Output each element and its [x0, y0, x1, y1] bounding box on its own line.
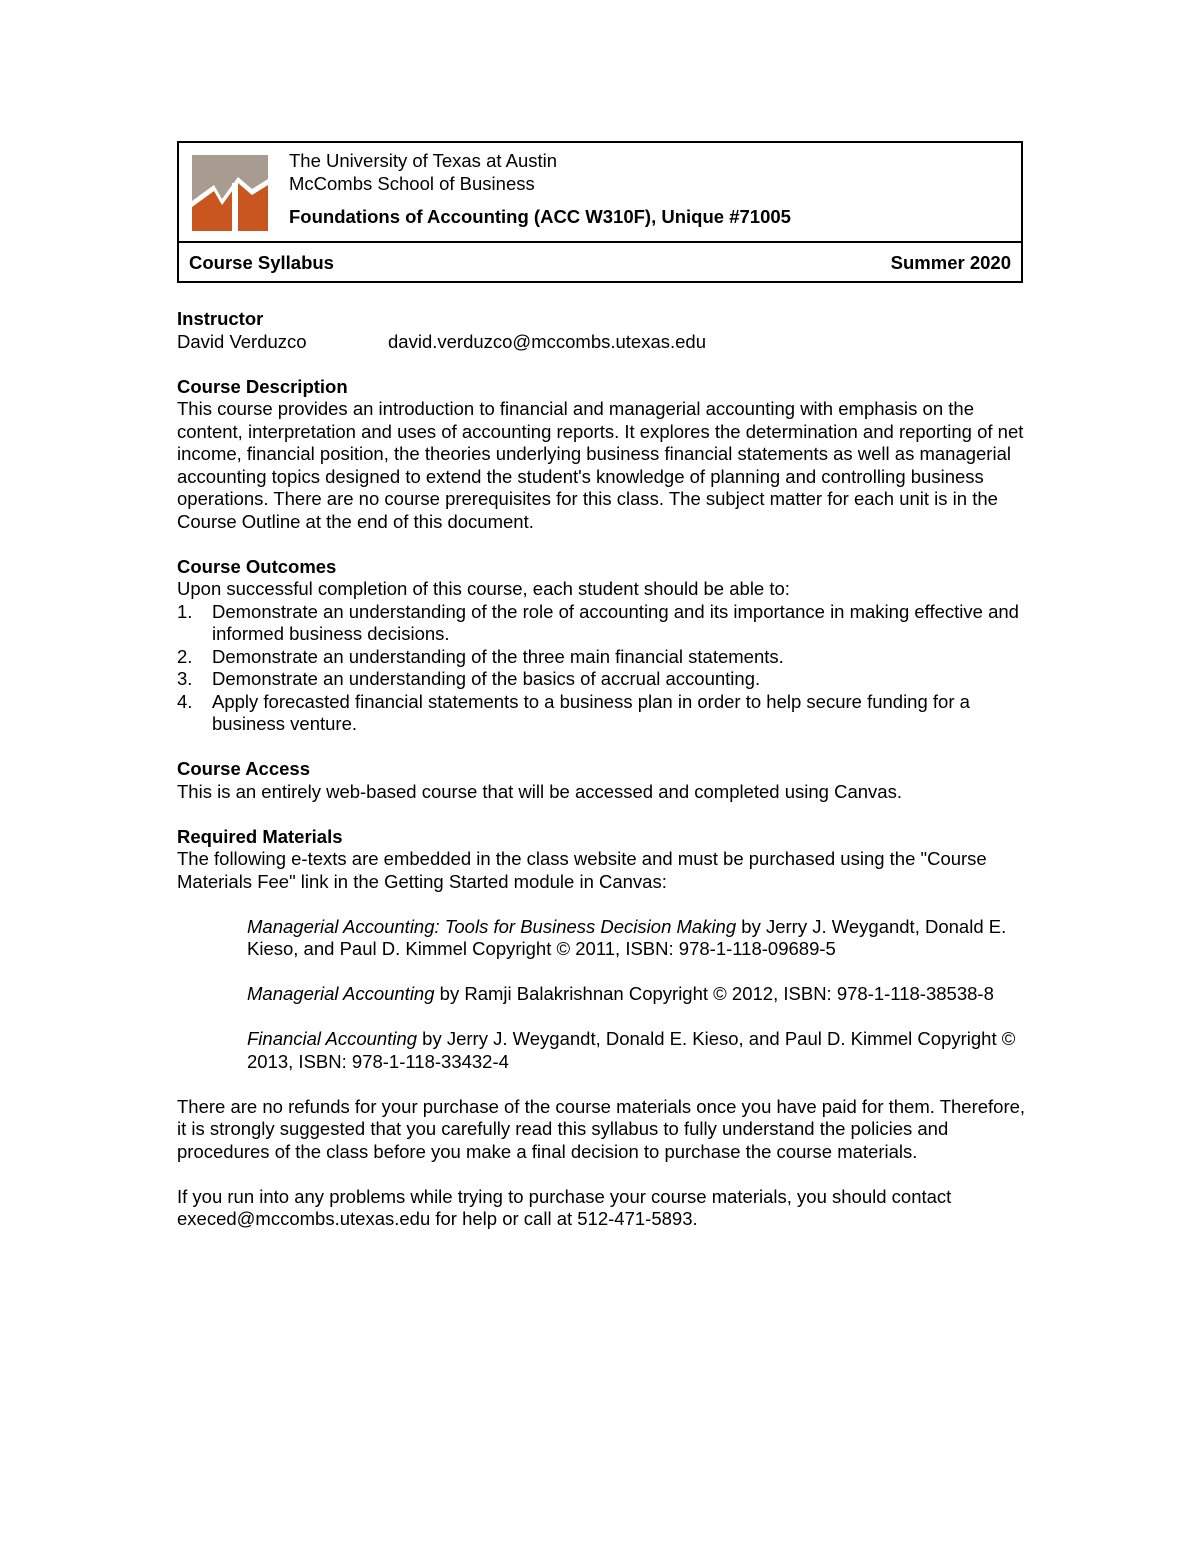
description-heading: Course Description	[177, 375, 348, 397]
school-name: McCombs School of Business	[289, 172, 535, 194]
description-text: This course provides an introduction to financial and managerial accounting with emphasis on the content, interpretation and uses of accounting reports. It explores the determination and reporting of net income, financial position, the theories underlying business financial statements as well as managerial accounting topics designed to extend the student's knowledge of planning and controlling business operations. There are no course prerequisites for this class. The subject matter for each unit is in the Course Outline at the end of this document.	[177, 398, 1024, 532]
list-item	[177, 668, 1027, 691]
syllabus-body	[177, 308, 1027, 1253]
list-item	[177, 691, 1027, 736]
list-item-text: Demonstrate an understanding of the basics of accrual accounting.	[212, 668, 761, 689]
list-item	[177, 601, 1027, 646]
description-section	[177, 376, 1027, 534]
materials-intro: The following e-texts are embedded in the class website and must be purchased using the "Course Materials Fee" link in the Getting Started module in Canvas:	[177, 848, 987, 892]
outcomes-list	[177, 601, 1027, 736]
syllabus-header	[177, 141, 1023, 283]
book-title: Managerial Accounting: Tools for Business Decision Making	[247, 915, 737, 937]
access-text: This is an entirely web-based course that will be accessed and completed using Canvas.	[177, 780, 902, 802]
book-entry	[247, 1028, 1027, 1073]
header-bottom-section	[179, 243, 1021, 283]
list-item-number: 4.	[177, 690, 193, 712]
term-label: Summer 2020	[890, 252, 1011, 273]
outcomes-section	[177, 556, 1027, 736]
list-item-text: Apply forecasted financial statements to a business plan in order to help secure funding for a business venture.	[212, 690, 970, 734]
mccombs-logo-icon	[192, 155, 268, 231]
book-title: Financial Accounting	[247, 1028, 418, 1049]
materials-section	[177, 826, 1027, 1074]
doc-type-label: Course Syllabus	[189, 252, 334, 273]
instructor-name: David Verduzco	[177, 330, 307, 352]
book-entry	[247, 916, 1027, 961]
outcomes-intro: Upon successful completion of this course, each student should be able to:	[177, 578, 790, 599]
access-section	[177, 758, 1027, 803]
outcomes-heading: Course Outcomes	[177, 555, 337, 577]
instructor-email[interactable]: david.verduzco@mccombs.utexas.edu	[388, 330, 707, 352]
list-item-number: 2.	[177, 645, 193, 667]
university-name: The University of Texas at Austin	[289, 150, 558, 171]
instructor-row	[177, 331, 1027, 354]
course-title: Foundations of Accounting (ACC W310F), Unique #71005	[289, 206, 791, 227]
book-details: by Jerry J. Weygandt, Donald E. Kieso, and Paul D. Kimmel Copyright © 2011, ISBN: 978-1-118-09689-5	[247, 915, 1007, 959]
instructor-section	[177, 308, 1027, 353]
contact-text: If you run into any problems while trying to purchase your course materials, you should contact execed@mccombs.utexas.edu for help or call at 512-471-5893.	[177, 1185, 952, 1229]
refund-policy-text: There are no refunds for your purchase of the course materials once you have paid for them. Therefore, it is strongly suggested that you carefully read this syllabus to fully understand the policies and procedures of the class before you make a final decision to purchase the course materials.	[177, 1095, 1026, 1162]
book-list	[247, 916, 1027, 1074]
list-item-text: Demonstrate an understanding of the three main financial statements.	[212, 645, 784, 667]
list-item	[177, 646, 1027, 669]
book-entry	[247, 983, 1027, 1006]
book-title: Managerial Accounting	[247, 983, 435, 1004]
list-item-text: Demonstrate an understanding of the role of accounting and its importance in making effective and informed business decisions.	[212, 600, 1019, 644]
book-details: by Ramji Balakrishnan Copyright © 2012, ISBN: 978-1-118-38538-8	[434, 983, 994, 1004]
access-heading: Course Access	[177, 758, 310, 779]
list-item-number: 3.	[177, 668, 193, 689]
header-top-section	[179, 143, 1021, 242]
instructor-heading: Instructor	[177, 308, 264, 329]
book-details: by Jerry J. Weygandt, Donald E. Kieso, and Paul D. Kimmel Copyright © 2013, ISBN: 978-1-118-33432-4	[247, 1028, 1016, 1072]
list-item-number: 1.	[177, 600, 193, 622]
materials-heading: Required Materials	[177, 825, 343, 847]
institution-lines	[289, 150, 557, 195]
